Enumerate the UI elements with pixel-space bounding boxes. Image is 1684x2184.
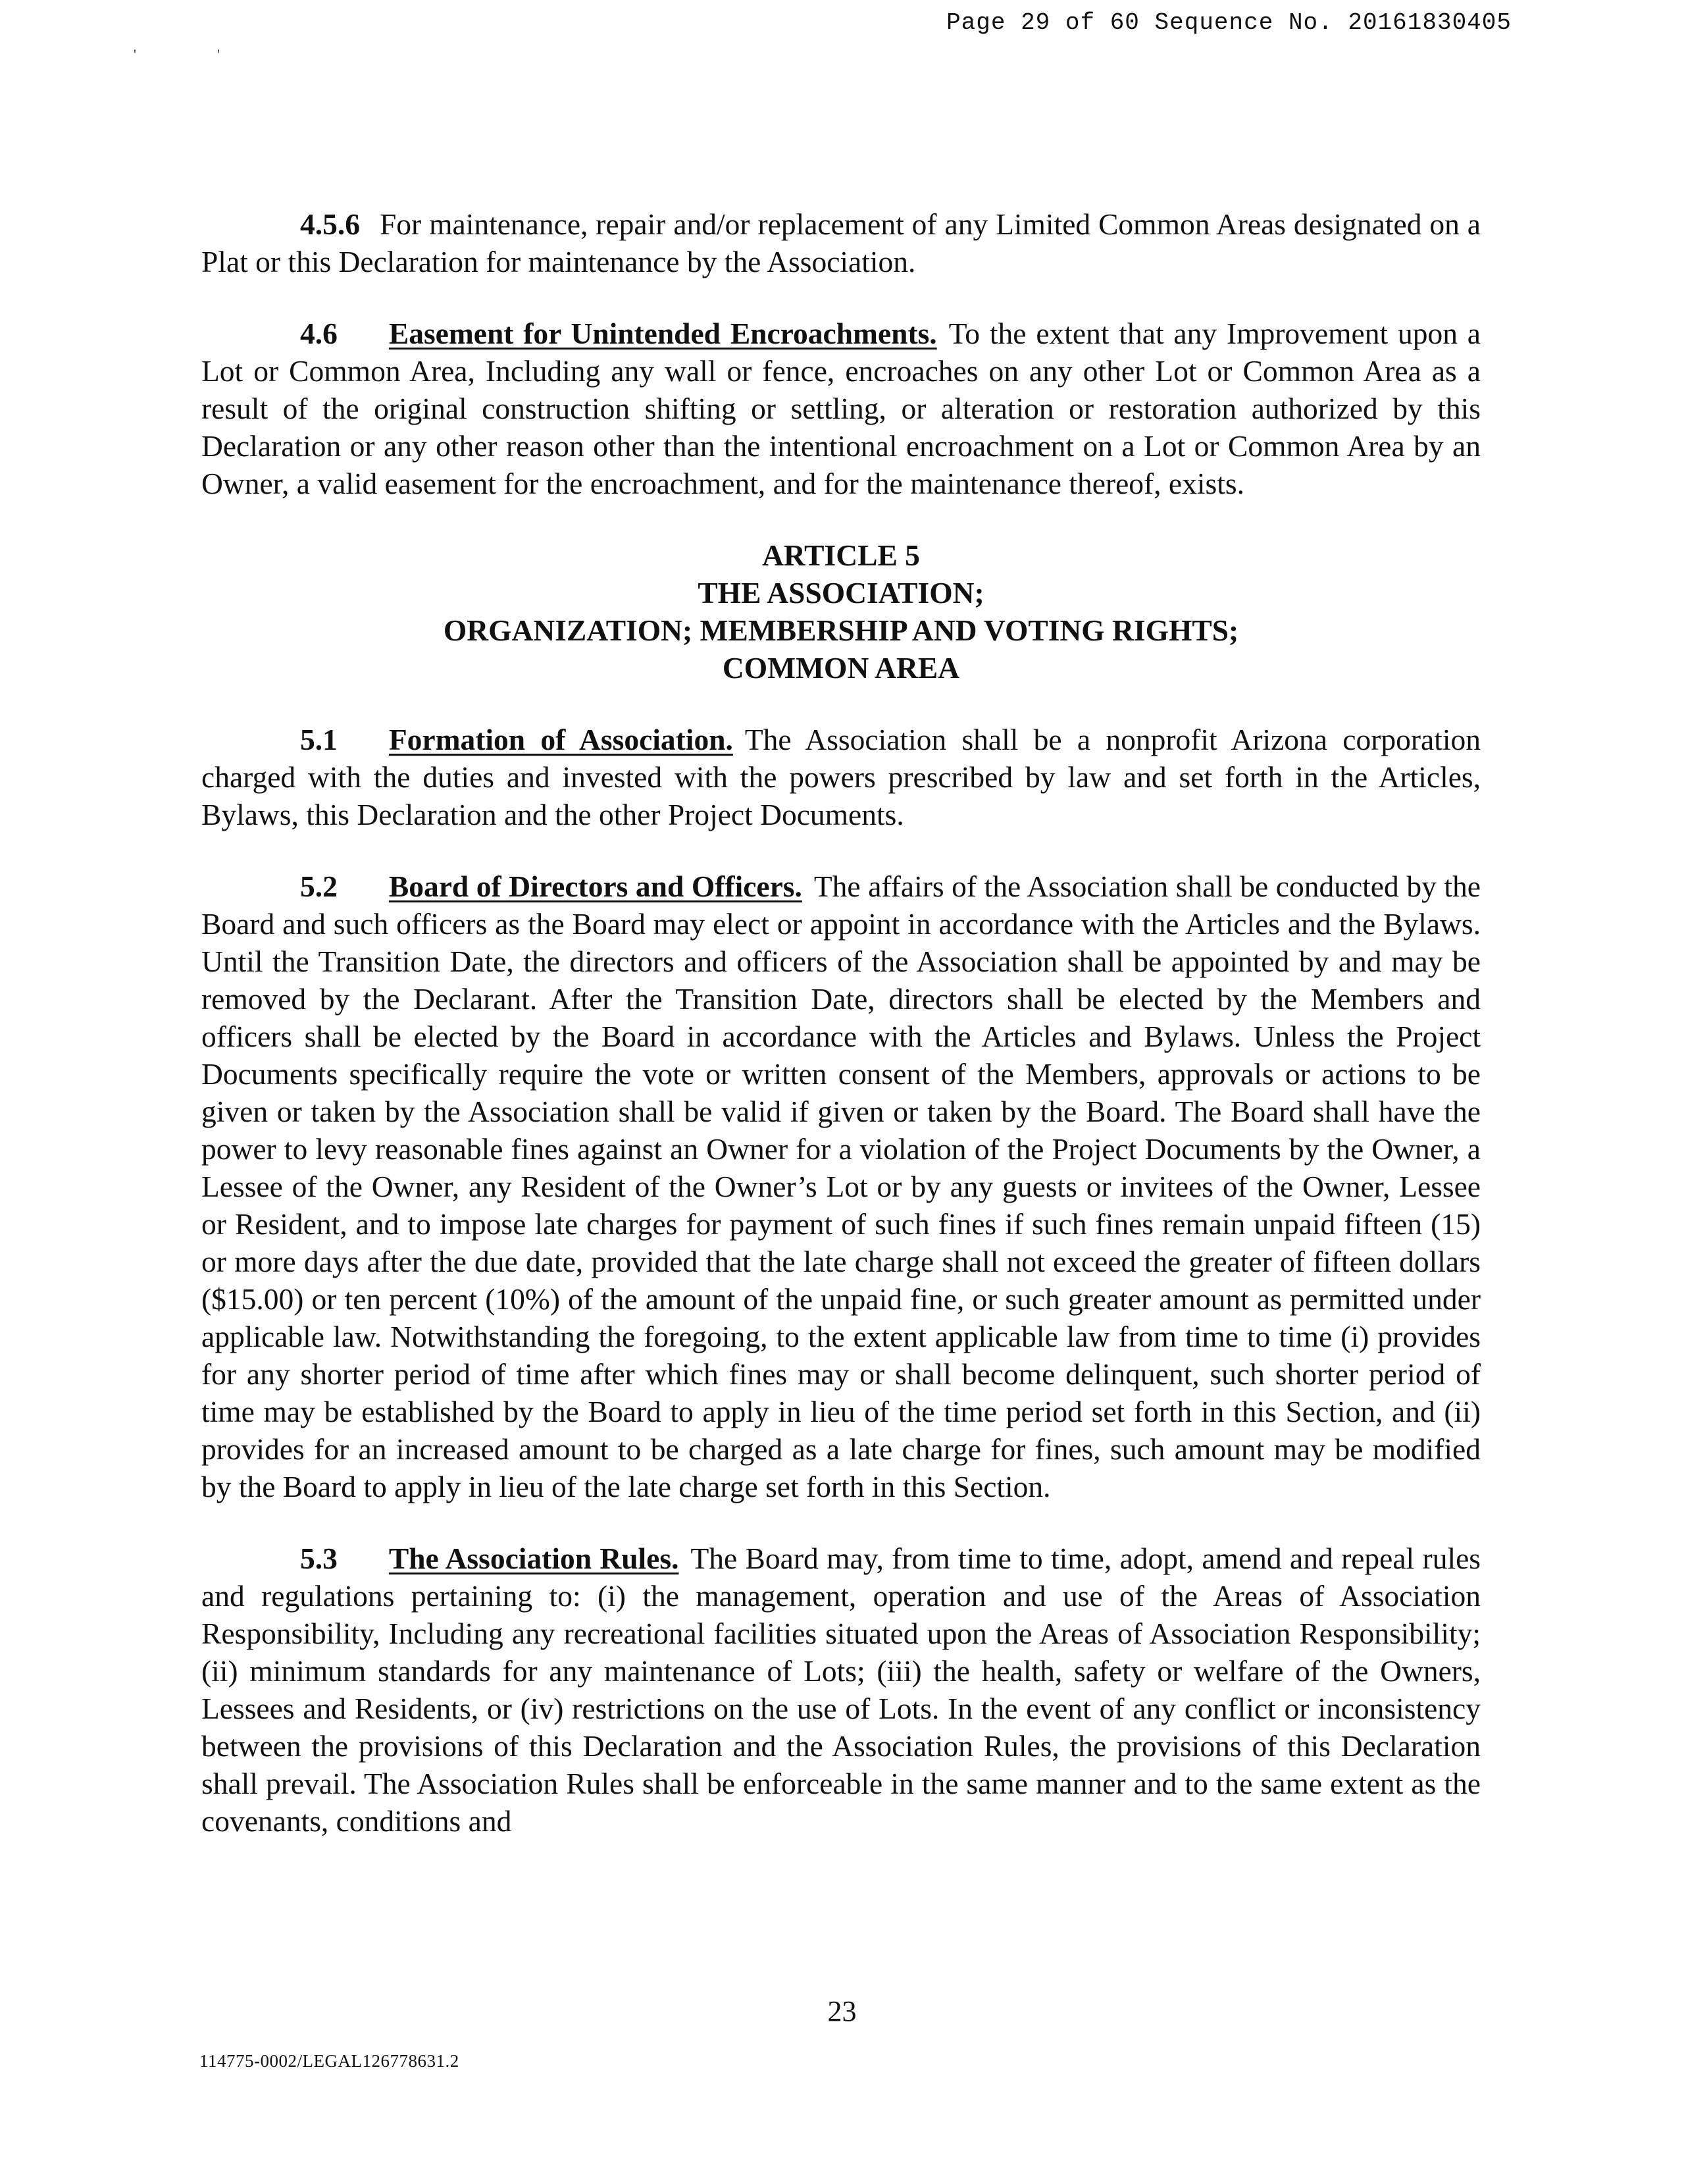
page-number: 23: [827, 1995, 857, 2027]
section-heading: Formation of Association.: [388, 723, 733, 756]
section-text: The Association shall be a nonprofit Arizona corporation charged with the duties and invested with the powers prescribed by law and set forth in the Articles, Bylaws, this Declaration and the other Project Documents.: [201, 723, 1481, 831]
section-text: To the extent that any Improvement upon a Lot or Common Area, Including any wall or fence, encroaches on any other Lot or Common Area as a result of the original construction shifting or settling, or alteration or restoration authorized by this Declaration or any other reason other than the intentional encroachment on a Lot or Common Area by an Owner, a valid easement for the encroachment, and for the maintenance thereof, exists.: [201, 317, 1481, 500]
section-heading: Easement for Unintended Encroachments.: [388, 317, 937, 350]
article-number: ARTICLE 5: [762, 538, 920, 572]
section-4-5-6: [201, 205, 1481, 280]
section-heading: Board of Directors and Officers.: [388, 870, 802, 903]
scan-mark-right: ': [217, 46, 220, 63]
section-number: 4.6: [300, 317, 338, 350]
section-number: 5.1: [300, 723, 338, 756]
section-number: 5.3: [300, 1542, 338, 1575]
document-body: [201, 205, 1481, 1874]
section-text: For maintenance, repair and/or replacement of any Limited Common Areas designated on a Plat or this Declaration for maintenance by the Association.: [201, 207, 1481, 278]
document-id: 114775-0002/LEGAL126778631.2: [199, 2051, 459, 2071]
section-number: 4.5.6: [300, 207, 360, 241]
article-title-line-1: THE ASSOCIATION;: [698, 576, 984, 610]
section-text: The Board may, from time to time, adopt, amend and repeal rules and regulations pertaining to: (i) the management, operation and use of the Areas of Association Responsibility, Including any recreational facilities situated upon the Areas of Association Responsibility; (ii) minimum standards for any maintenance of Lots; (iii) the health, safety or welfare of the Owners, Lessees and Residents, or (iv) restrictions on the use of Lots. In the event of any conflict or inconsistency between the provisions of this Declaration and the Association Rules, the provisions of this Declaration shall prevail. The Association Rules shall be enforceable in the same manner and to the same extent as the covenants, conditions and: [201, 1542, 1481, 1838]
section-5-3: [201, 1540, 1481, 1840]
article-title-line-2: ORGANIZATION; MEMBERSHIP AND VOTING RIGHTS;: [443, 613, 1239, 647]
section-text: The affairs of the Association shall be conducted by the Board and such officers as the Board may elect or appoint in accordance with the Articles and the Bylaws. Until the Transition Date, the directors and officers of the Association shall be appointed by and may be removed by the Declarant. After the Transition Date, directors shall be elected by the Members and officers shall be elected by the Board in accordance with the Articles and Bylaws. Unless the Project Documents specifically require the vote or written consent of the Members, approvals or actions to be given or taken by the Association shall be valid if given or taken by the Board. The Board shall have the power to levy reasonable fines against an Owner for a violation of the Project Documents by the Owner, a Lessee of the Owner, any Resident of the Owner’s Lot or by any guests or invitees of the Owner, Lessee or Resident, and to impose late charges for payment of such fines if such fines remain unpaid fifteen (15) or more days after the due date, provided that the late charge shall not exceed the greater of fifteen dollars ($15.00) or ten percent (10%) of the amount of the unpaid fine, or such greater amount as permitted under applicable law. Notwithstanding the foregoing, to the extent applicable law from time to time (i) provides for any shorter period of time after which fines may or shall become delinquent, such shorter period of time may be established by the Board to apply in lieu of the time period set forth in this Section, and (ii) provides for an increased amount to be charged as a late charge for fines, such amount may be modified by the Board to apply in lieu of the late charge set forth in this Section.: [201, 870, 1481, 1503]
article-title-line-3: COMMON AREA: [722, 651, 960, 685]
page-sequence-header: Page 29 of 60 Sequence No. 20161830405: [946, 9, 1512, 36]
section-5-1: [201, 721, 1481, 833]
section-number: 5.2: [300, 870, 338, 903]
section-heading: The Association Rules.: [388, 1542, 679, 1575]
article-heading: [201, 536, 1481, 687]
section-5-2: [201, 868, 1481, 1505]
scan-mark-left: ': [134, 46, 136, 63]
section-4-6: [201, 315, 1481, 502]
